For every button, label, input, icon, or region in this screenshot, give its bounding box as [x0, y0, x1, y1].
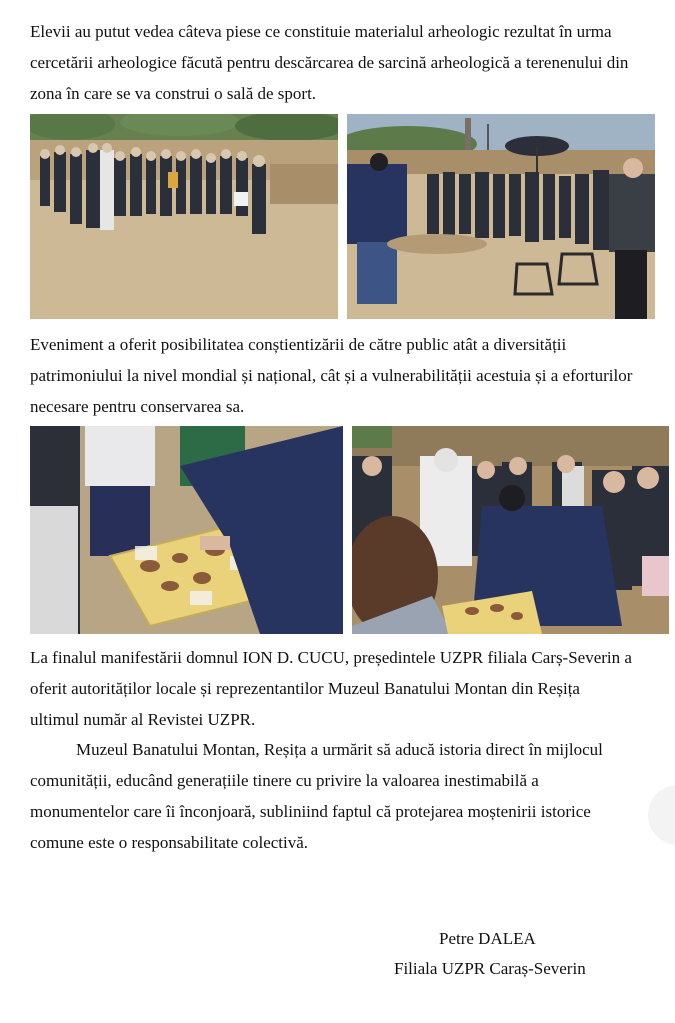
text-line: necesare pentru conservarea sa. — [30, 397, 245, 416]
signature-affiliation: Filiala UZPR Caraș-Severin — [394, 959, 586, 978]
text-line: comunității, educând generațiile tinere cu privire la valoarea inestimabilă a — [30, 771, 539, 790]
text-line: comune este o responsabilitate colectivă. — [30, 833, 309, 852]
text-line: Muzeul Banatului Montan, Reșița a urmărit să aducă istoria direct în mijlocul — [76, 740, 603, 759]
text-line: patrimoniului la nivel mondial și național, cât și a vulnerabilității acestuia și a eforturilor — [30, 366, 633, 385]
photo-artifacts-table — [30, 426, 343, 634]
signature-name: Petre DALEA — [439, 929, 536, 948]
text-line: Eveniment a oferit posibilitatea conștientizării de către public atât a diversității — [30, 335, 567, 354]
text-line: Elevii au putut vedea câteva piese ce constituie materialul arheologic rezultat în urma — [30, 22, 612, 41]
paragraph-museum — [30, 734, 670, 858]
text-line: cercetării arheologice făcută pentru descărcarea de sarcină arheologică a terenenului din — [30, 53, 629, 72]
text-line: zona în care se va construi o sală de sport. — [30, 84, 317, 103]
photo-students-excavation — [30, 114, 338, 319]
paragraph-awareness — [30, 329, 670, 422]
photo-students-table — [352, 426, 669, 634]
text-line: monumentelor care îi înconjoară, subliniind faptul că protejarea moștenirii istorice — [30, 802, 591, 821]
text-line: La finalul manifestării domnul ION D. CUCU, președintele UZPR filiala Carș-Severin a — [30, 648, 632, 667]
paragraph-finale — [30, 642, 670, 735]
photo-group-umbrella — [347, 114, 655, 319]
paragraph-intro — [30, 16, 670, 109]
text-line: oferit autorităților locale și reprezentantilor Muzeul Banatului Montan din Reșița — [30, 679, 580, 698]
text-line: ultimul număr al Revistei UZPR. — [30, 710, 256, 729]
